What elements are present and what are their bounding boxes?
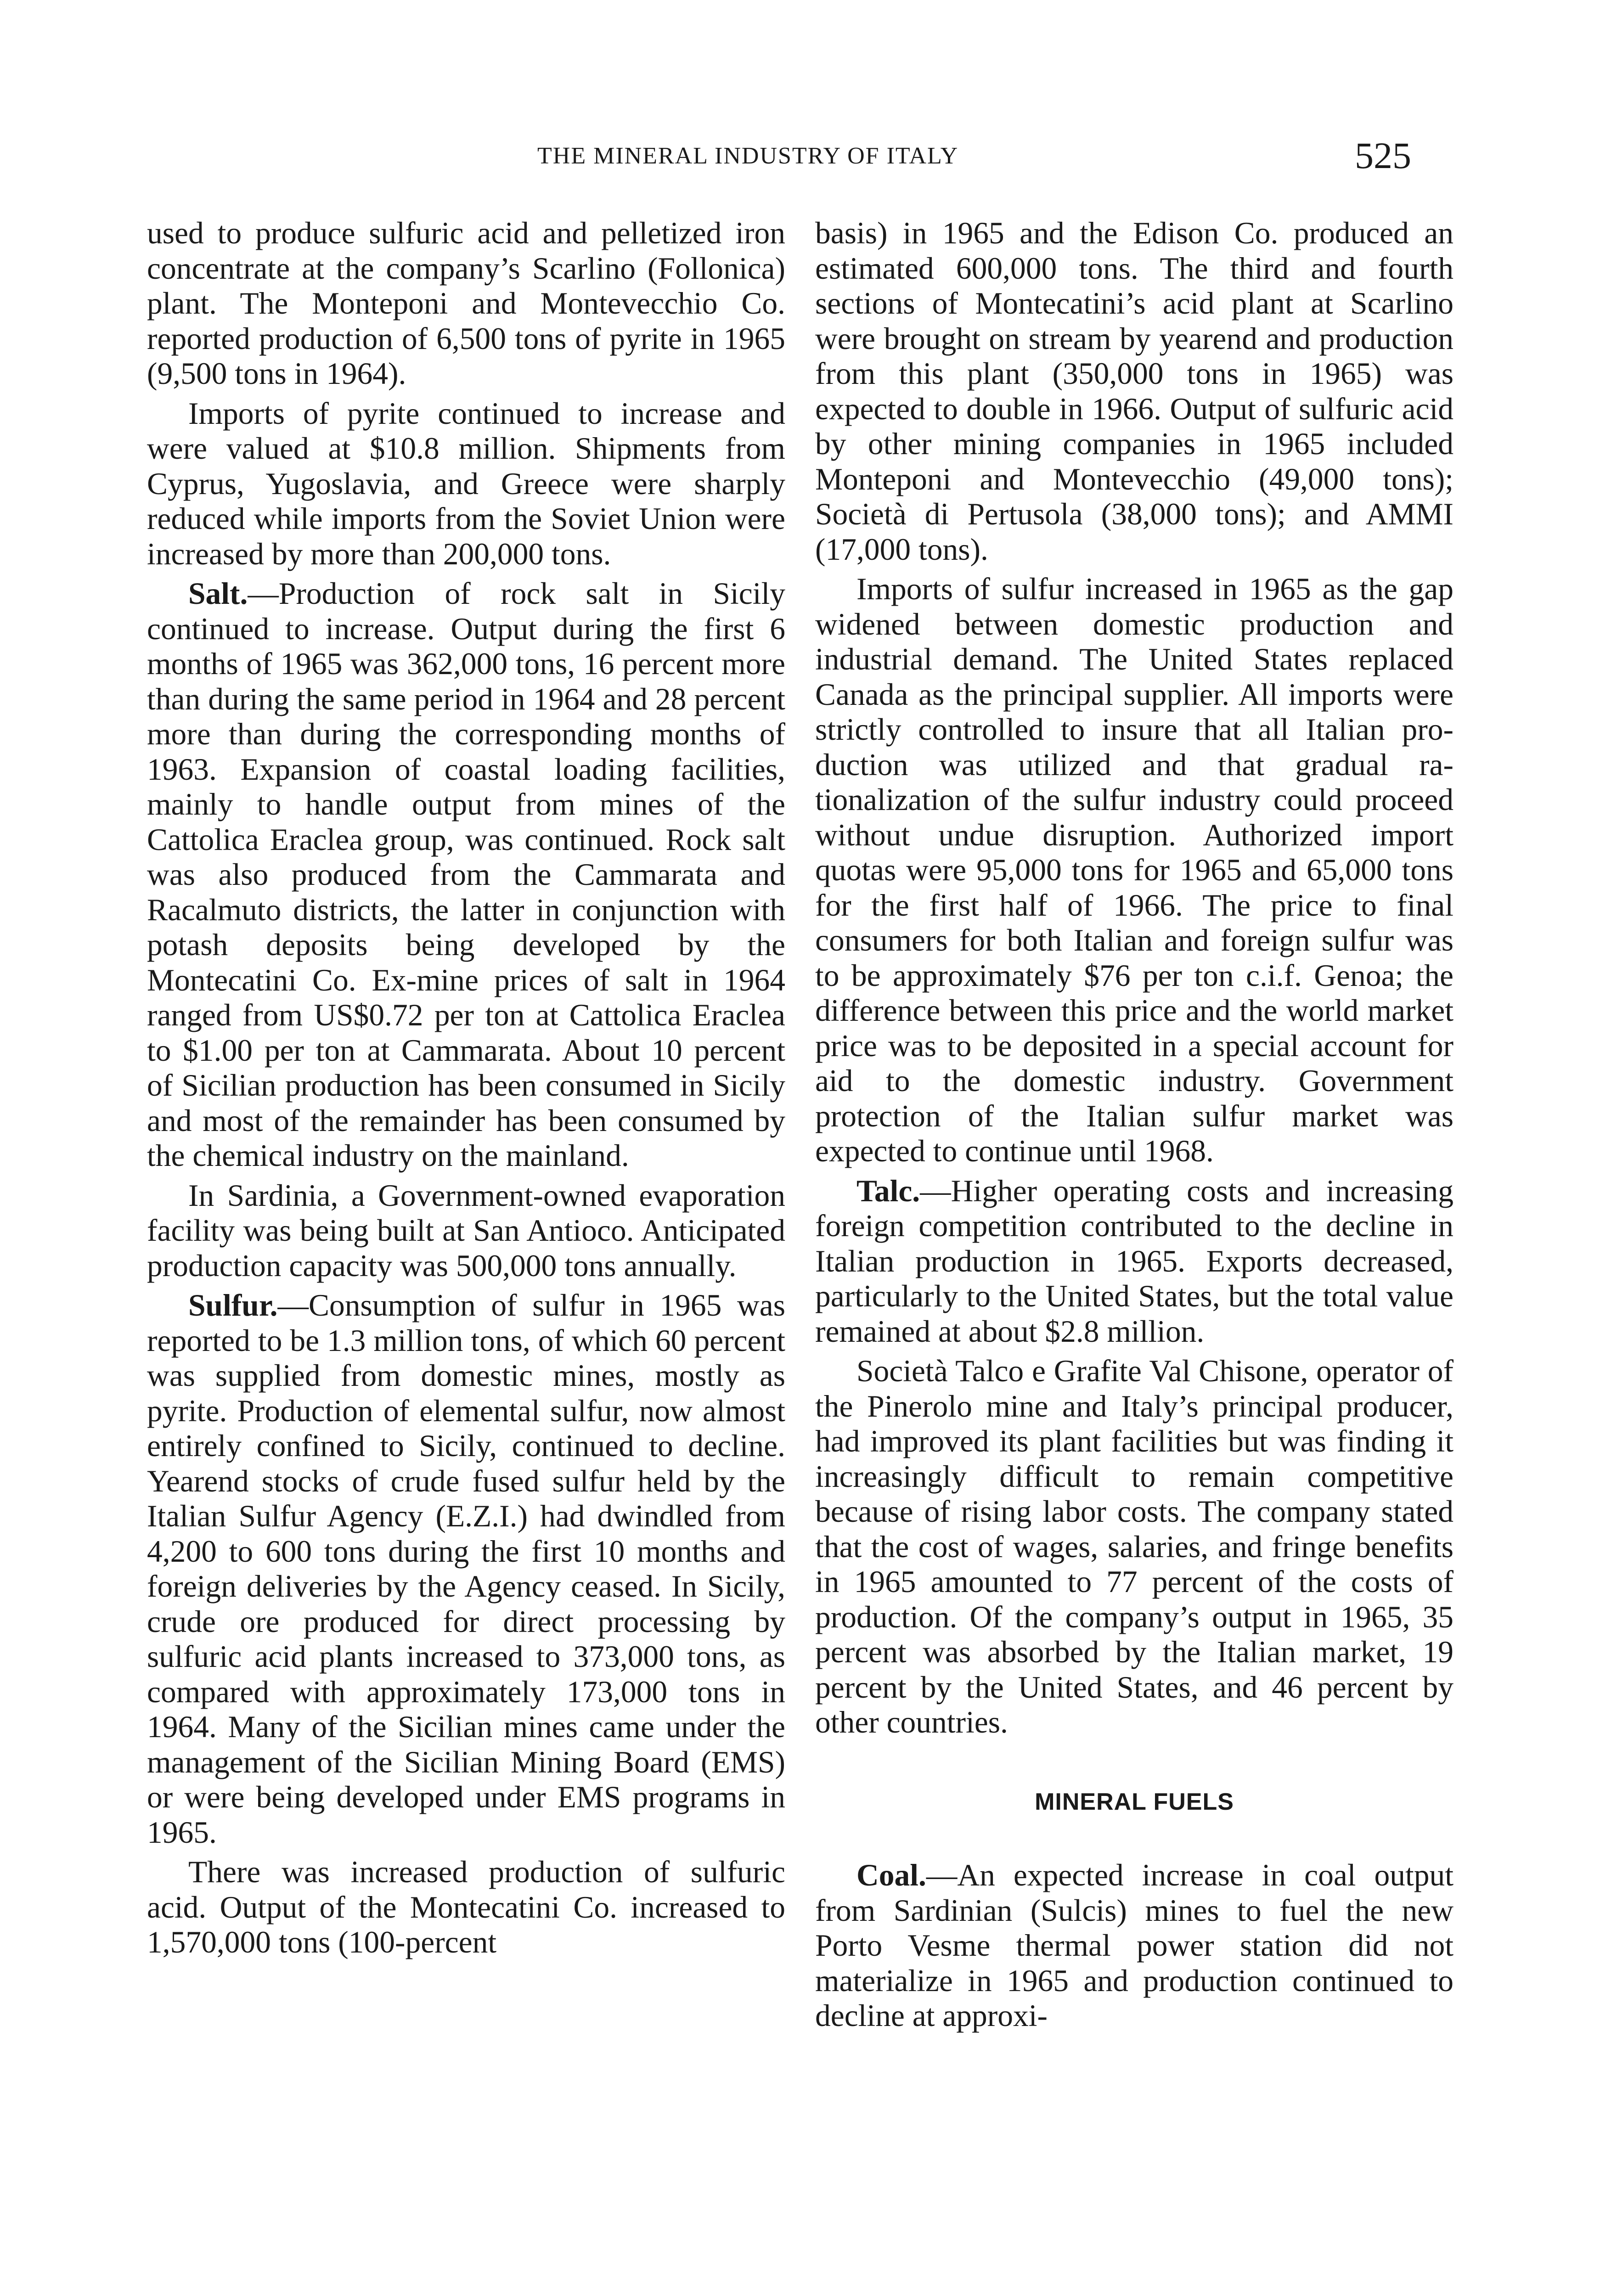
coal-text: —An expected increase in coal output from Sardinian (Sulcis) mines to fuel the new Porto Vesme thermal power station did not materialize in 1965 and production continued to decline at approxi- (815, 1858, 1454, 2033)
right-column (815, 216, 1454, 2038)
salt-text: —Production of rock salt in Sicily continued to increase. Output during the first 6 months of 1965 was 362,000 tons, 16 percent more than during the same period in 1964 and 28 percent more than during the corresponding months of 1963. Expansion of coastal loading facilities, mainly to handle output from mines of the Cattolica Eraclea group, was continued. Rock salt was also produced from the Cammarata and Racalmuto districts, the latter in conjunction with potash deposits being developed by the Montecatini Co. Ex-mine prices of salt in 1964 ranged from US$0.72 per ton at Cattolica Eraclea to $1.00 per ton at Cammarata. About 10 percent of Sicilian production has been consumed in Sicily and most of the remainder has been consumed by the chemical industry on the mainland. (147, 576, 785, 1173)
paragraph-pyrite-production: used to produce sulfuric acid and pelletized iron concentrate at the company’s Scarlino (Follonica) plant. The Monteponi and Montevecchio Co. reported production of 6,500 tons of pyrite in 1965 (9,500 tons in 1964). (147, 216, 785, 391)
paragraph-sulfuric-acid: There was increased production of sulfuric acid. Output of the Montecatini Co. increased to 1,570,000 tons (100-percent (147, 1855, 785, 1959)
talc-text: —Higher operating costs and increasing foreign competition contributed to the decline in Italian production in 1965. Exports decreased, particularly to the United States, but the total value remained at about $2.8 million. (815, 1173, 1454, 1349)
talc-run-in-heading: Talc. (856, 1173, 920, 1208)
paragraph-salt (147, 576, 785, 1174)
page-number: 525 (1355, 135, 1411, 176)
paragraph-coal (815, 1858, 1454, 2034)
left-column (147, 216, 785, 1965)
paragraph-sulfur-imports: Imports of sulfur increased in 1965 as the gap widened between domestic production and industrial demand. The United States replaced Canada as the principal supplier. All imports were strictly controlled to insure that all Italian production was utilized and that gradual rationalization of the sulfur industry could proceed without undue disruption. Authorized import quotas were 95,000 tons for 1965 and 65,000 tons for the first half of 1966. The price to final consumers for both Italian and foreign sulfur was to be approximately $76 per ton c.i.f. Genoa; the difference between this price and the world market price was to be deposited in a special account for aid to the domestic industry. Government protection of the Italian sulfur market was expected to continue until 1968. (815, 572, 1454, 1168)
sulfur-text: —Consumption of sulfur in 1965 was reported to be 1.3 million tons, of which 60 percent was supplied from domestic mines, mostly as pyrite. Production of elemental sulfur, now almost entirely confined to Sicily, continued to decline. Yearend stocks of crude fused sulfur held by the Italian Sulfur Agency (E.Z.I.) had dwindled from 4,200 to 600 tons during the first 10 months and foreign deliveries by the Agency ceased. In Sicily, crude ore produced for direct processing by sulfuric acid plants increased to 373,000 tons, as compared with approximately 173,000 tons in 1964. Many of the Sicilian mines came under the management of the Sicilian Mining Board (EMS) or were being developed under EMS programs in 1965. (147, 1288, 785, 1850)
salt-run-in-heading: Salt. (188, 576, 248, 611)
paragraph-pyrite-imports: Imports of pyrite continued to increase and were valued at $10.8 million. Shipments from Cyprus, Yugoslavia, and Greece were sharply reduced while imports from the Soviet Union were increased by more than 200,000 tons. (147, 396, 785, 571)
running-head: THE MINERAL INDUSTRY OF ITALY (537, 143, 959, 169)
paragraph-talco-grafite: Società Talco e Grafite Val Chisone, operator of the Pinerolo mine and Italy’s principal producer, had improved its plant facilities but was finding it increasingly difficult to remain competitive because of rising labor costs. The company stated that the cost of wages, salaries, and fringe benefits in 1965 amounted to 77 percent of the costs of production. Of the company’s output in 1965, 35 percent was absorbed by the Italian market, 19 percent by the United States, and 46 percent by other countries. (815, 1354, 1454, 1739)
paragraph-sulfur (147, 1288, 785, 1850)
paragraph-talc (815, 1174, 1454, 1350)
coal-run-in-heading: Coal. (856, 1858, 926, 1892)
paragraph-sardinia: In Sardinia, a Government-owned evaporation facility was being built at San Antioco. Anticipated production capacity was 500,000 tons annually. (147, 1178, 785, 1283)
section-heading-mineral-fuels: MINERAL FUELS (1035, 1788, 1234, 1815)
paragraph-sulfuric-acid-continued: basis) in 1965 and the Edison Co. produced an estimated 600,000 tons. The third and fourth sections of Montecatini’s acid plant at Scarlino were brought on stream by yearend and production from this plant (350,000 tons in 1965) was expected to double in 1966. Output of sulfuric acid by other mining companies in 1965 included Monteponi and Montevecchio (49,000 tons); Società di Pertusola (38,000 tons); and AMMI (17,000 tons). (815, 216, 1454, 567)
sulfur-run-in-heading: Sulfur. (188, 1288, 278, 1322)
